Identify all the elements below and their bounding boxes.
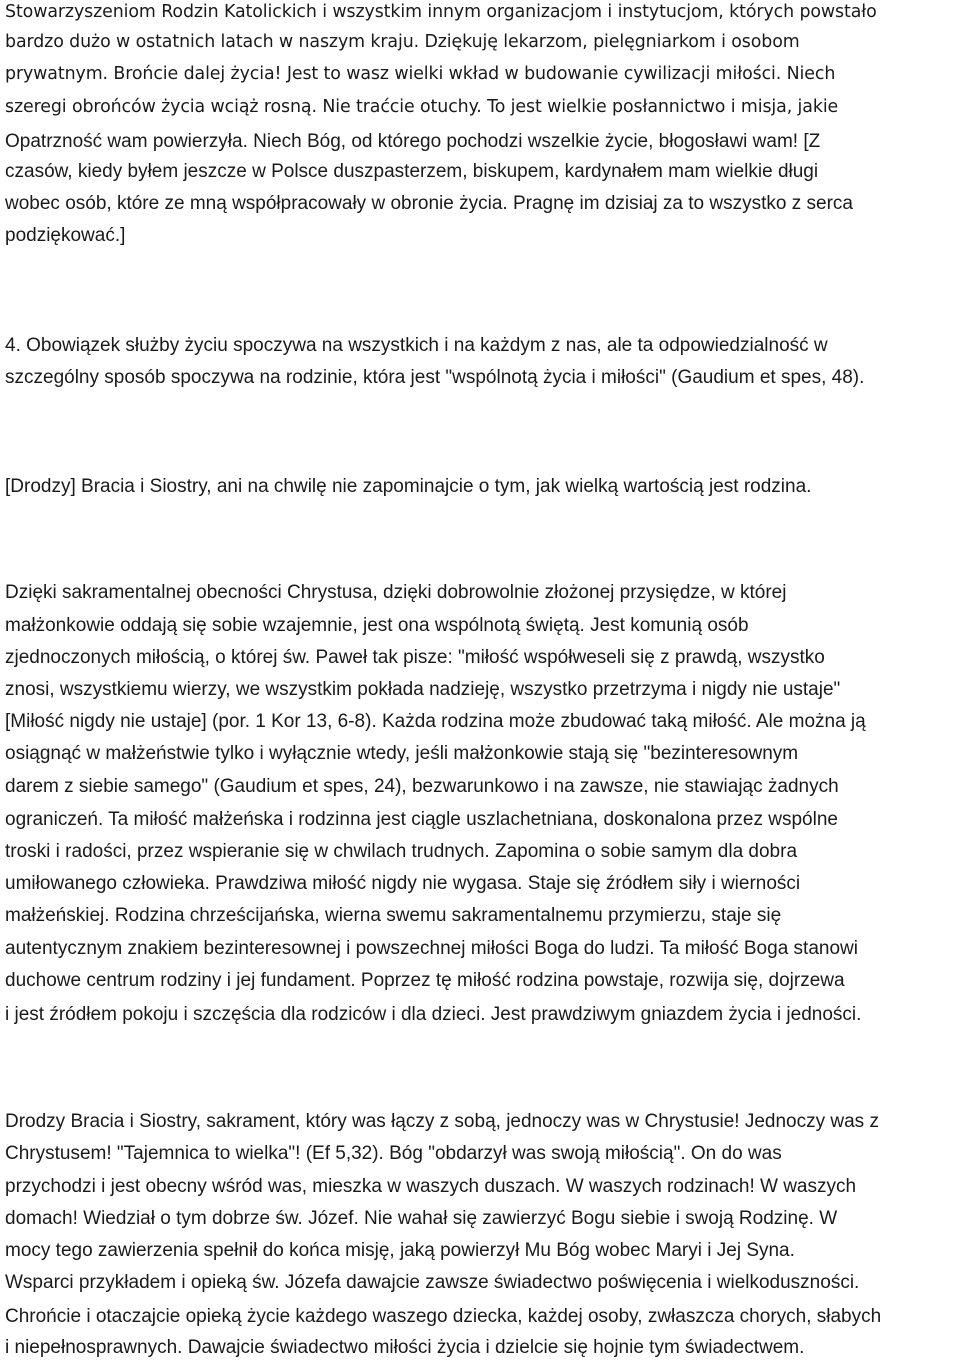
text-line: Chrońcie i otaczajcie opieką życie każdego waszego dziecka, każdej osoby, zwłaszcza chorych, słabych (5, 1306, 882, 1327)
text-line: Chrystusem! "Tajemnica to wielka"! (Ef 5,32). Bóg "obdarzył was swoją miłością". On do was (5, 1143, 782, 1164)
text-line: szczególny sposób spoczywa na rodzinie, która jest "wspólnotą życia i miłości" (Gaudium et spes, 48). (5, 367, 865, 388)
text-line: 4. Obowiązek służby życiu spoczywa na wszystkich i na każdym z nas, ale ta odpowiedzialność w (5, 335, 828, 356)
text-line: podziękować.] (5, 225, 126, 246)
text-line: czasów, kiedy byłem jeszcze w Polsce duszpasterzem, biskupem, kardynałem mam wielkie długi (5, 161, 819, 182)
text-line: Drodzy Bracia i Siostry, sakrament, który was łączy z sobą, jednoczy was w Chrystusie! Jednoczy was z (5, 1111, 879, 1132)
text-line: prywatnym. Brońcie dalej życia! Jest to wasz wielki wkład w budowanie cywilizacji miłości. Niech (5, 64, 836, 84)
text-line: małżonkowie oddają się sobie wzajemnie, jest ona wspólnotą świętą. Jest komunią osób (5, 615, 749, 636)
text-line: wobec osób, które ze mną współpracowały w obronie życia. Pragnę im dzisiaj za to wszystko z serca (5, 193, 853, 214)
text-line: osiągnąć w małżeństwie tylko i wyłącznie wtedy, jeśli małżonkowie stają się "bezinteresownym (5, 743, 799, 764)
text-line: i jest źródłem pokoju i szczęścia dla rodziców i dla dzieci. Jest prawdziwym gniazdem życia i jedności. (5, 1004, 862, 1025)
text-line: bardzo dużo w ostatnich latach w naszym kraju. Dziękuję lekarzom, pielęgniarkom i osobom (5, 32, 800, 52)
text-line: umiłowanego człowieka. Prawdziwa miłość nigdy nie wygasa. Staje się źródłem siły i wierności (5, 873, 801, 894)
text-line: szeregi obrońców życia wciąż rosną. Nie traćcie otuchy. To jest wielkie posłannictwo i misja, jakie (5, 97, 839, 117)
text-line: znosi, wszystkiemu wierzy, we wszystkim pokłada nadzieję, wszystko przetrzyma i nigdy nie ustaje" (5, 679, 841, 700)
text-line: Wsparci przykładem i opieką św. Józefa dawajcie zawsze świadectwo poświęcenia i wielkoduszności. (5, 1272, 860, 1293)
text-line: domach! Wiedział o tym dobrze św. Józef. Nie wahał się zawierzyć Bogu siebie i swoją Rodzinę. W (5, 1208, 838, 1229)
text-line: mocy tego zawierzenia spełnił do końca misję, jaką powierzył Mu Bóg wobec Maryi i Jej Syna. (5, 1240, 795, 1261)
text-line: Stowarzyszeniom Rodzin Katolickich i wszystkim innym organizacjom i instytucjom, których powstało (5, 2, 877, 22)
text-line: [Miłość nigdy nie ustaje] (por. 1 Kor 13, 6-8). Każda rodzina może zbudować taką miłość. Ale można ją (5, 711, 866, 732)
text-line: autentycznym znakiem bezinteresownej i powszechnej miłości Boga do ludzi. Ta miłość Boga stanowi (5, 938, 858, 959)
text-line: duchowe centrum rodziny i jej fundament. Poprzez tę miłość rodzina powstaje, rozwija się, dojrzewa (5, 970, 845, 991)
text-line: ograniczeń. Ta miłość małżeńska i rodzinna jest ciągle uszlachetniana, doskonalona przez wspólne (5, 809, 838, 830)
text-line: przychodzi i jest obecny wśród was, mieszka w waszych duszach. W waszych rodzinach! W waszych (5, 1176, 857, 1197)
text-line: i niepełnosprawnych. Dawajcie świadectwo miłości życia i dzielcie się hojnie tym świadectwem. (5, 1337, 805, 1358)
text-line: troski i radości, przez wspieranie się w chwilach trudnych. Zapomina o sobie samym dla dobra (5, 841, 798, 862)
text-line: zjednoczonych miłością, o której św. Paweł tak pisze: "miłość współweseli się z prawdą, wszystko (5, 647, 825, 668)
text-line: Dzięki sakramentalnej obecności Chrystusa, dzięki dobrowolnie złożonej przysiędze, w której (5, 582, 787, 603)
text-line: [Drodzy] Bracia i Siostry, ani na chwilę nie zapominajcie o tym, jak wielką wartością jest rodzina. (5, 476, 812, 497)
text-line: darem z siebie samego" (Gaudium et spes, 24), bezwarunkowo i na zawsze, nie stawiając żadnych (5, 776, 839, 797)
text-line: Opatrzność wam powierzyła. Niech Bóg, od którego pochodzi wszelkie życie, błogosławi wam! [Z (5, 131, 821, 152)
text-line: małżeńskiej. Rodzina chrześcijańska, wierna swemu sakramentalnemu przymierzu, staje się (5, 905, 782, 926)
